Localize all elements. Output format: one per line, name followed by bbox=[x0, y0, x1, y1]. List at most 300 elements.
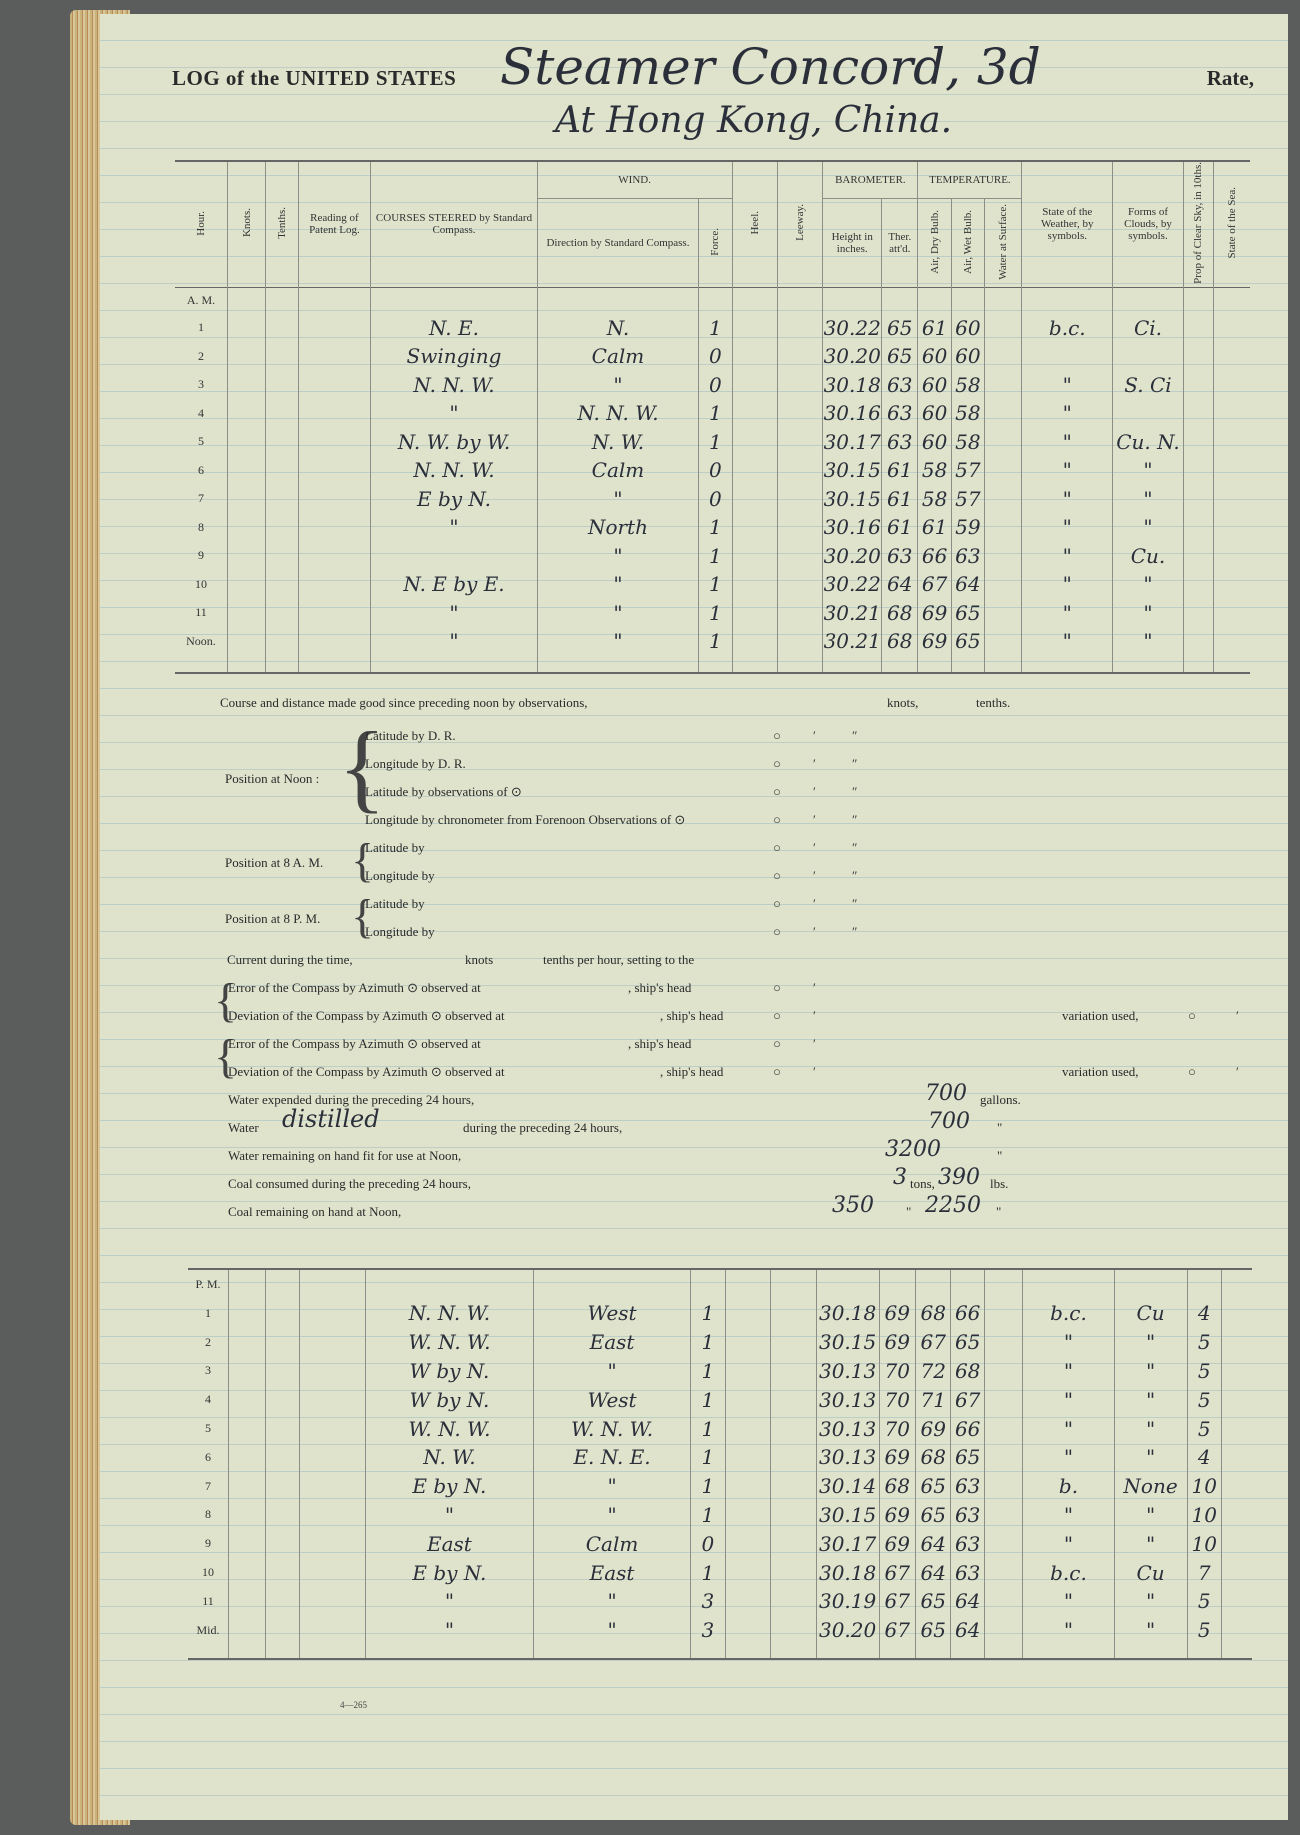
am-cell-empty bbox=[732, 484, 777, 513]
pm-cell-weather: b. bbox=[1023, 1472, 1114, 1501]
long-8pm-label: Longitude by bbox=[365, 924, 435, 939]
pm-cell-height: 30.18 bbox=[816, 1558, 879, 1587]
am-cell-empty bbox=[298, 484, 371, 513]
gallons-label: gallons. bbox=[980, 1092, 1021, 1107]
pm-cell-hour: 3 bbox=[205, 1363, 212, 1378]
am-cell-wind: " bbox=[537, 484, 698, 513]
pm-cell-weather: " bbox=[1023, 1616, 1114, 1645]
pm-cell-ther: 67 bbox=[879, 1616, 915, 1645]
degree-mark: ′ bbox=[813, 784, 816, 799]
degree-mark: ″ bbox=[852, 840, 858, 855]
pm-cell-empty bbox=[299, 1299, 365, 1328]
pm-cell-clear: 10 bbox=[1187, 1501, 1221, 1530]
pm-cell-dry: 64 bbox=[916, 1558, 951, 1587]
pm-cell-force: 1 bbox=[691, 1414, 725, 1443]
coal-remaining-tons: 350 bbox=[832, 1193, 874, 1218]
pm-cell-height: 30.20 bbox=[816, 1616, 879, 1645]
am-cell-empty bbox=[985, 570, 1022, 599]
pm-cell-wet: 63 bbox=[951, 1529, 984, 1558]
am-cell-wet: 58 bbox=[951, 370, 984, 399]
pm-cell-hour: 4 bbox=[205, 1392, 212, 1407]
pm-cell-empty bbox=[1221, 1414, 1252, 1443]
am-cell-course bbox=[371, 541, 538, 570]
col-temperature: TEMPERATURE. bbox=[918, 161, 1022, 199]
degree-mark: ″ bbox=[852, 924, 858, 939]
am-cell-height: 30.15 bbox=[823, 484, 882, 513]
pm-cell-height: 30.14 bbox=[816, 1472, 879, 1501]
am-cell-wet: 63 bbox=[951, 541, 984, 570]
am-cell-force: 1 bbox=[699, 570, 732, 599]
degree-mark: ○ bbox=[1188, 1008, 1196, 1023]
water-distilled-label: during the preceding 24 hours, bbox=[463, 1120, 623, 1135]
pm-cell-empty bbox=[265, 1472, 299, 1501]
col-leeway: Leeway. bbox=[777, 161, 822, 287]
am-cell-clouds: " bbox=[1113, 484, 1184, 513]
lat-dr-label: Latitude by D. R. bbox=[365, 728, 456, 743]
am-cell-empty bbox=[777, 570, 822, 599]
am-cell-empty bbox=[732, 342, 777, 371]
degree-mark: ′ bbox=[813, 896, 816, 911]
pm-cell-dry: 72 bbox=[916, 1357, 951, 1386]
error-azimuth-1: Error of the Compass by Azimuth ⊙ observed at bbox=[228, 980, 481, 995]
degree-mark: ○ bbox=[773, 1036, 781, 1051]
am-cell-clouds: Ci. bbox=[1113, 313, 1184, 342]
pm-cell-force: 1 bbox=[691, 1328, 725, 1357]
am-cell-empty bbox=[777, 513, 822, 542]
am-cell-empty bbox=[985, 598, 1022, 627]
degree-mark: ○ bbox=[773, 980, 781, 995]
pm-cell-weather: b.c. bbox=[1023, 1299, 1114, 1328]
ship-location-handwritten: At Hong Kong, China. bbox=[555, 100, 953, 141]
am-cell-force: 1 bbox=[699, 427, 732, 456]
pm-cell-weather: b.c. bbox=[1023, 1558, 1114, 1587]
am-cell-force: 1 bbox=[699, 399, 732, 428]
am-cell-course: E by N. bbox=[371, 484, 538, 513]
table-row bbox=[188, 1472, 1252, 1501]
pm-cell-empty bbox=[1221, 1443, 1252, 1472]
am-cell-empty bbox=[266, 570, 298, 599]
degree-mark: ′ bbox=[813, 1064, 816, 1079]
am-cell-empty bbox=[227, 541, 265, 570]
am-cell-clouds: Cu. N. bbox=[1113, 427, 1184, 456]
pm-cell-empty bbox=[984, 1299, 1023, 1328]
degree-mark: ○ bbox=[773, 868, 781, 883]
am-cell-dry: 61 bbox=[918, 513, 951, 542]
pm-cell-empty bbox=[725, 1328, 771, 1357]
pm-cell-empty bbox=[725, 1443, 771, 1472]
am-cell-empty bbox=[985, 456, 1022, 485]
pm-cell-empty bbox=[984, 1558, 1023, 1587]
pm-cell-course: W. N. W. bbox=[365, 1328, 533, 1357]
pm-cell-course: W by N. bbox=[365, 1357, 533, 1386]
pm-cell-empty bbox=[1221, 1472, 1252, 1501]
pm-cell-empty bbox=[299, 1616, 365, 1645]
am-cell-wind: North bbox=[537, 513, 698, 542]
am-cell-course: " bbox=[371, 513, 538, 542]
pm-cell-empty bbox=[725, 1472, 771, 1501]
am-cell-course: N. E. bbox=[371, 313, 538, 342]
am-cell-height: 30.18 bbox=[823, 370, 882, 399]
pm-cell-clouds: Cu bbox=[1114, 1299, 1187, 1328]
pm-cell-empty bbox=[984, 1385, 1023, 1414]
am-cell-weather: b.c. bbox=[1022, 313, 1113, 342]
am-cell-height: 30.20 bbox=[823, 342, 882, 371]
degree-mark: ○ bbox=[773, 1064, 781, 1079]
pm-cell-force: 3 bbox=[691, 1587, 725, 1616]
am-cell-weather: " bbox=[1022, 598, 1113, 627]
table-row bbox=[188, 1385, 1252, 1414]
pm-cell-empty bbox=[771, 1501, 817, 1530]
pm-cell-clouds: Cu bbox=[1114, 1558, 1187, 1587]
table-row bbox=[188, 1558, 1252, 1587]
pm-cell-dry: 65 bbox=[916, 1616, 951, 1645]
pm-cell-clouds: " bbox=[1114, 1529, 1187, 1558]
am-cell-empty bbox=[298, 513, 371, 542]
am-cell-weather: " bbox=[1022, 456, 1113, 485]
am-cell-ther: 65 bbox=[882, 313, 918, 342]
pm-cell-hour: 5 bbox=[205, 1421, 212, 1436]
pm-cell-wind: West bbox=[534, 1385, 691, 1414]
brace-icon: { bbox=[214, 974, 238, 1027]
am-cell-empty bbox=[266, 342, 298, 371]
col-clear-sky: Prop of Clear Sky, in 10ths. bbox=[1183, 161, 1213, 287]
am-cell-empty bbox=[298, 456, 371, 485]
pm-cell-empty bbox=[984, 1443, 1023, 1472]
pm-cell-empty bbox=[299, 1587, 365, 1616]
degree-mark: ○ bbox=[773, 1008, 781, 1023]
am-cell-force: 0 bbox=[699, 342, 732, 371]
am-cell-dry: 58 bbox=[918, 484, 951, 513]
degree-mark: ′ bbox=[813, 1036, 816, 1051]
am-cell-ther: 61 bbox=[882, 513, 918, 542]
pm-cell-empty bbox=[725, 1414, 771, 1443]
am-cell-height: 30.16 bbox=[823, 399, 882, 428]
coal-consumed-label: Coal consumed during the preceding 24 hours, bbox=[228, 1176, 471, 1191]
am-cell-empty bbox=[266, 541, 298, 570]
am-cell-wet: 64 bbox=[951, 570, 984, 599]
am-cell-empty bbox=[1214, 570, 1250, 599]
lbs-label: lbs. bbox=[990, 1176, 1009, 1191]
pm-cell-wind: " bbox=[534, 1357, 691, 1386]
pm-cell-empty bbox=[1221, 1299, 1252, 1328]
pm-cell-empty bbox=[229, 1414, 265, 1443]
table-row bbox=[175, 513, 1250, 542]
am-cell-dry: 60 bbox=[918, 370, 951, 399]
am-cell-empty bbox=[732, 313, 777, 342]
pm-cell-dry: 68 bbox=[916, 1443, 951, 1472]
water-distilled-value: 700 bbox=[928, 1109, 970, 1134]
am-cell-empty bbox=[298, 570, 371, 599]
am-cell-hour: 4 bbox=[197, 405, 204, 420]
pm-cell-empty bbox=[1221, 1529, 1252, 1558]
pm-cell-clear: 7 bbox=[1187, 1558, 1221, 1587]
am-cell-empty bbox=[777, 342, 822, 371]
col-water-surface: Water at Surface. bbox=[985, 199, 1022, 288]
lat-8am-label: Latitude by bbox=[365, 840, 425, 855]
degree-mark: ′ bbox=[813, 756, 816, 771]
pm-cell-ther: 69 bbox=[879, 1529, 915, 1558]
current-knots-label: knots bbox=[465, 952, 494, 967]
table-row bbox=[175, 570, 1250, 599]
col-wet-bulb: Air, Wet Bulb. bbox=[951, 199, 984, 288]
am-cell-weather: " bbox=[1022, 399, 1113, 428]
am-cell-wet: 58 bbox=[951, 427, 984, 456]
am-cell-wet: 60 bbox=[951, 313, 984, 342]
am-cell-empty bbox=[732, 427, 777, 456]
pm-cell-clear: 5 bbox=[1187, 1328, 1221, 1357]
am-cell-course: Swinging bbox=[371, 342, 538, 371]
am-cell-empty bbox=[1214, 541, 1250, 570]
pm-cell-weather: " bbox=[1023, 1529, 1114, 1558]
am-cell-wind: " bbox=[537, 598, 698, 627]
am-cell-empty bbox=[227, 399, 265, 428]
lat-obs-label: Latitude by observations of ⊙ bbox=[365, 784, 522, 799]
pm-cell-weather: " bbox=[1023, 1587, 1114, 1616]
am-cell-empty bbox=[1183, 342, 1213, 371]
am-cell-hour: 9 bbox=[197, 548, 204, 563]
pm-cell-empty bbox=[1221, 1558, 1252, 1587]
am-cell-dry: 69 bbox=[918, 627, 951, 656]
am-cell-empty bbox=[298, 427, 371, 456]
col-wind-direction: Direction by Standard Compass. bbox=[537, 199, 698, 288]
pm-cell-course: N. W. bbox=[365, 1443, 533, 1472]
am-cell-clouds bbox=[1113, 342, 1184, 371]
am-cell-ther: 64 bbox=[882, 570, 918, 599]
degree-mark: ′ bbox=[813, 840, 816, 855]
brace-icon: { bbox=[338, 711, 386, 822]
pm-cell-empty bbox=[771, 1472, 817, 1501]
am-cell-wind: Calm bbox=[537, 456, 698, 485]
pm-cell-wind: Calm bbox=[534, 1529, 691, 1558]
am-cell-hour: 2 bbox=[197, 348, 204, 363]
coal-tons-value: 3 bbox=[893, 1165, 907, 1190]
coal-remaining-lbs: 2250 bbox=[925, 1193, 981, 1218]
pm-cell-clouds: None bbox=[1114, 1472, 1187, 1501]
ditto-1: " bbox=[997, 1120, 1003, 1135]
pm-cell-empty bbox=[265, 1357, 299, 1386]
pm-cell-weather: " bbox=[1023, 1414, 1114, 1443]
pm-cell-height: 30.13 bbox=[816, 1357, 879, 1386]
am-cell-clouds: " bbox=[1113, 598, 1184, 627]
am-cell-wet: 65 bbox=[951, 627, 984, 656]
pm-cell-clear: 5 bbox=[1187, 1414, 1221, 1443]
brace-icon: { bbox=[351, 834, 375, 887]
pm-cell-empty bbox=[771, 1443, 817, 1472]
long-chron-label: Longitude by chronometer from Forenoon Observations of ⊙ bbox=[365, 812, 686, 827]
am-cell-height: 30.22 bbox=[823, 570, 882, 599]
pm-cell-clouds: " bbox=[1114, 1587, 1187, 1616]
tenths-label: tenths. bbox=[976, 695, 1011, 710]
am-cell-ther: 63 bbox=[882, 370, 918, 399]
am-cell-empty bbox=[298, 313, 371, 342]
pm-cell-empty bbox=[771, 1414, 817, 1443]
pm-cell-ther: 69 bbox=[879, 1328, 915, 1357]
table-row bbox=[188, 1357, 1252, 1386]
pm-cell-hour: Mid. bbox=[196, 1622, 220, 1637]
pm-cell-empty bbox=[725, 1558, 771, 1587]
pm-cell-clouds: " bbox=[1114, 1443, 1187, 1472]
am-cell-dry: 61 bbox=[918, 313, 951, 342]
pm-cell-clouds: " bbox=[1114, 1357, 1187, 1386]
pm-cell-ther: 70 bbox=[879, 1385, 915, 1414]
am-cell-empty bbox=[985, 313, 1022, 342]
pm-cell-empty bbox=[229, 1472, 265, 1501]
am-cell-wet: 65 bbox=[951, 598, 984, 627]
am-cell-weather bbox=[1022, 342, 1113, 371]
am-cell-course: N. N. W. bbox=[371, 370, 538, 399]
am-cell-force: 1 bbox=[699, 627, 732, 656]
am-cell-height: 30.21 bbox=[823, 598, 882, 627]
am-log-table bbox=[175, 160, 1250, 674]
pm-cell-course: N. N. W. bbox=[365, 1299, 533, 1328]
pm-cell-force: 1 bbox=[691, 1443, 725, 1472]
pm-cell-empty bbox=[229, 1529, 265, 1558]
pm-cell-empty bbox=[265, 1616, 299, 1645]
am-cell-force: 1 bbox=[699, 541, 732, 570]
pm-cell-wind: " bbox=[534, 1616, 691, 1645]
am-cell-weather: " bbox=[1022, 513, 1113, 542]
am-cell-empty bbox=[266, 484, 298, 513]
degree-mark: ○ bbox=[1188, 1064, 1196, 1079]
pm-cell-empty bbox=[984, 1587, 1023, 1616]
degree-mark: ′ bbox=[813, 868, 816, 883]
am-cell-empty bbox=[985, 342, 1022, 371]
pm-cell-wind: West bbox=[534, 1299, 691, 1328]
pm-cell-empty bbox=[229, 1328, 265, 1357]
am-cell-empty bbox=[985, 399, 1022, 428]
distilled-handwritten: distilled bbox=[282, 1105, 380, 1133]
pm-cell-empty bbox=[725, 1385, 771, 1414]
pm-cell-wind: East bbox=[534, 1558, 691, 1587]
pm-cell-empty bbox=[299, 1414, 365, 1443]
pm-cell-force: 1 bbox=[691, 1299, 725, 1328]
col-heel: Heel. bbox=[732, 161, 777, 287]
col-knots: Knots. bbox=[227, 161, 265, 287]
col-dry-bulb: Air, Dry Bulb. bbox=[918, 199, 951, 288]
pm-cell-height: 30.15 bbox=[816, 1328, 879, 1357]
am-cell-wind: N. W. bbox=[537, 427, 698, 456]
pm-cell-empty bbox=[984, 1616, 1023, 1645]
ship-name-handwritten: Steamer Concord, 3d bbox=[500, 38, 1041, 96]
pm-cell-ther: 69 bbox=[879, 1443, 915, 1472]
col-wind: WIND. bbox=[537, 161, 732, 199]
degree-mark: ○ bbox=[773, 896, 781, 911]
table-row bbox=[175, 399, 1250, 428]
pm-cell-course: " bbox=[365, 1587, 533, 1616]
col-tenths: Tenths. bbox=[266, 161, 298, 287]
am-cell-course: N. N. W. bbox=[371, 456, 538, 485]
pm-cell-clouds: " bbox=[1114, 1328, 1187, 1357]
am-cell-hour: 3 bbox=[197, 377, 204, 392]
am-cell-dry: 60 bbox=[918, 427, 951, 456]
pm-cell-empty bbox=[771, 1529, 817, 1558]
pm-cell-clear: 4 bbox=[1187, 1443, 1221, 1472]
degree-mark: ′ bbox=[813, 1008, 816, 1023]
pm-cell-force: 0 bbox=[691, 1529, 725, 1558]
col-force: Force. bbox=[699, 199, 732, 288]
am-cell-empty bbox=[1183, 313, 1213, 342]
pm-cell-empty bbox=[299, 1357, 365, 1386]
pm-cell-wind: E. N. E. bbox=[534, 1443, 691, 1472]
pm-cell-empty bbox=[984, 1328, 1023, 1357]
pm-cell-clear: 4 bbox=[1187, 1299, 1221, 1328]
am-cell-empty bbox=[227, 342, 265, 371]
am-cell-hour: 7 bbox=[197, 491, 204, 506]
degree-mark: ○ bbox=[773, 784, 781, 799]
table-row bbox=[188, 1529, 1252, 1558]
pm-cell-height: 30.13 bbox=[816, 1385, 879, 1414]
am-cell-empty bbox=[1214, 342, 1250, 371]
pm-cell-empty bbox=[265, 1501, 299, 1530]
am-cell-empty bbox=[266, 627, 298, 656]
am-cell-empty bbox=[227, 570, 265, 599]
am-cell-empty bbox=[1183, 427, 1213, 456]
pm-cell-empty bbox=[229, 1501, 265, 1530]
am-cell-hour: 5 bbox=[197, 434, 204, 449]
pm-cell-ther: 69 bbox=[879, 1299, 915, 1328]
ships-head-4: , ship's head bbox=[660, 1064, 724, 1079]
pm-cell-empty bbox=[229, 1299, 265, 1328]
col-sea: State of the Sea. bbox=[1214, 161, 1250, 287]
am-cell-dry: 58 bbox=[918, 456, 951, 485]
pm-cell-weather: " bbox=[1023, 1357, 1114, 1386]
pm-cell-course: W. N. W. bbox=[365, 1414, 533, 1443]
degree-mark: ′ bbox=[813, 728, 816, 743]
am-cell-ther: 65 bbox=[882, 342, 918, 371]
pm-cell-dry: 65 bbox=[916, 1587, 951, 1616]
am-cell-hour: 1 bbox=[197, 320, 204, 335]
course-distance-label: Course and distance made good since preceding noon by observations, bbox=[220, 695, 588, 710]
pm-log-table bbox=[188, 1268, 1252, 1660]
pm-cell-force: 1 bbox=[691, 1357, 725, 1386]
am-cell-force: 0 bbox=[699, 456, 732, 485]
ships-head-1: , ship's head bbox=[628, 980, 692, 995]
am-cell-course: " bbox=[371, 598, 538, 627]
am-cell-course: N. E by E. bbox=[371, 570, 538, 599]
water-expended-value: 700 bbox=[925, 1081, 967, 1106]
pm-cell-empty bbox=[725, 1299, 771, 1328]
pm-cell-clear: 5 bbox=[1187, 1357, 1221, 1386]
pm-cell-empty bbox=[725, 1501, 771, 1530]
am-cell-empty bbox=[227, 427, 265, 456]
pm-cell-height: 30.15 bbox=[816, 1501, 879, 1530]
variation-used-2: variation used, bbox=[1062, 1064, 1139, 1079]
am-cell-course: N. W. by W. bbox=[371, 427, 538, 456]
pm-cell-clouds: " bbox=[1114, 1616, 1187, 1645]
pm-cell-clouds: " bbox=[1114, 1414, 1187, 1443]
pm-cell-ther: 69 bbox=[879, 1501, 915, 1530]
ships-head-3: , ship's head bbox=[628, 1036, 692, 1051]
pm-cell-wet: 65 bbox=[951, 1443, 984, 1472]
pm-cell-empty bbox=[265, 1558, 299, 1587]
am-cell-empty bbox=[1214, 427, 1250, 456]
am-cell-weather: " bbox=[1022, 627, 1113, 656]
am-cell-empty bbox=[777, 370, 822, 399]
pm-cell-hour: 8 bbox=[205, 1507, 212, 1522]
tons-label: tons, bbox=[910, 1176, 935, 1191]
pm-cell-empty bbox=[229, 1587, 265, 1616]
degree-mark: ′ bbox=[813, 980, 816, 995]
am-cell-empty bbox=[732, 456, 777, 485]
pm-cell-dry: 64 bbox=[916, 1529, 951, 1558]
pm-cell-force: 1 bbox=[691, 1385, 725, 1414]
am-cell-wet: 59 bbox=[951, 513, 984, 542]
am-cell-ther: 63 bbox=[882, 399, 918, 428]
am-cell-empty bbox=[777, 456, 822, 485]
am-cell-empty bbox=[266, 399, 298, 428]
pm-cell-course: " bbox=[365, 1501, 533, 1530]
am-cell-empty bbox=[1214, 627, 1250, 656]
